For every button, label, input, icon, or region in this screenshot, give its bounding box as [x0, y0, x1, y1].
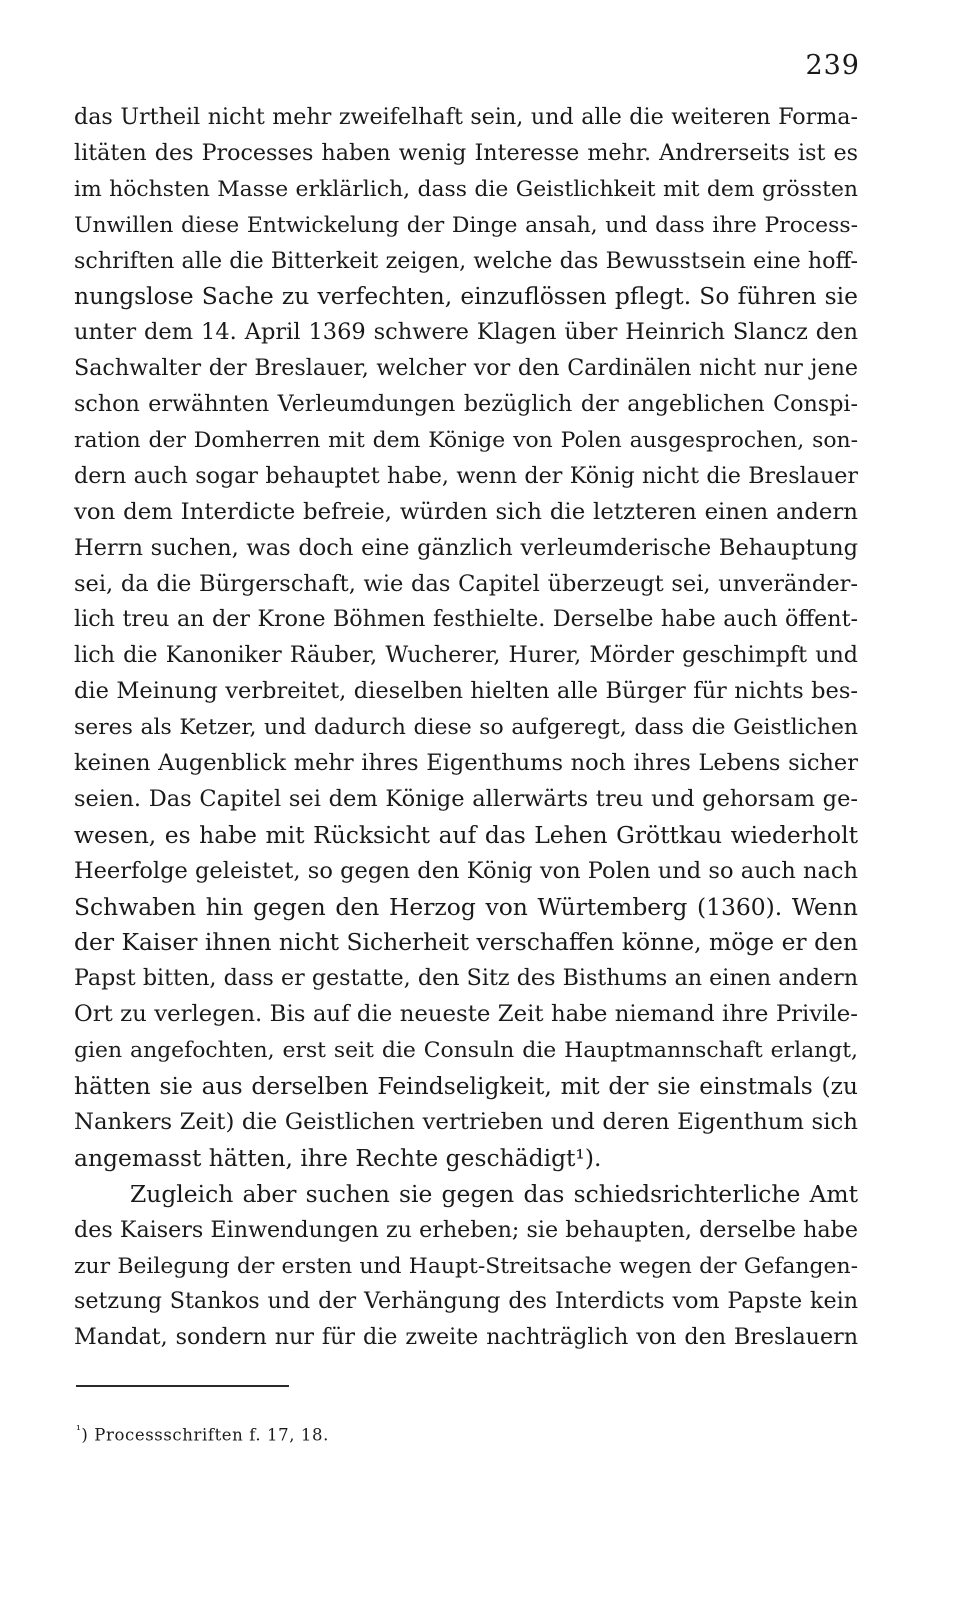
footnote-rule — [76, 1385, 289, 1387]
text-line: im höchsten Masse erklärlich, dass die Geistlichkeit mit dem grössten — [74, 176, 858, 202]
text-line: Herrn suchen, was doch eine gänzlich verleumderische Behauptung — [74, 534, 858, 561]
footnote — [76, 1418, 329, 1448]
text-line: Heerfolge geleistet, so gegen den König von Polen und so auch nach — [74, 857, 858, 884]
text-line: Sachwalter der Breslauer, welcher vor den Cardinälen nicht nur jene — [74, 355, 858, 382]
text-line: Papst bitten, dass er gestatte, den Sitz des Bisthums an einen andern — [74, 965, 858, 992]
paragraph-start-line: Zugleich aber suchen sie gegen das schiedsrichterliche Amt — [130, 1179, 858, 1208]
text-line: nungslose Sache zu verfechten, einzuflössen pflegt. So führen sie — [74, 282, 858, 311]
text-line: dern auch sogar behauptet habe, wenn der König nicht die Breslauer — [74, 462, 858, 489]
text-line: litäten des Processes haben wenig Interesse mehr. Andrerseits ist es — [74, 139, 858, 166]
text-line: seres als Ketzer, und dadurch diese so aufgeregt, dass die Geistlichen — [74, 715, 858, 741]
text-line: sei, da die Bürgerschaft, wie das Capitel überzeugt sei, unveränder- — [74, 570, 858, 597]
text-line: lich treu an der Krone Böhmen festhielte. Derselbe habe auch öffent- — [74, 606, 858, 633]
paragraph-end-line: angemasst hätten, ihre Rechte geschädigt¹). — [74, 1143, 602, 1172]
text-line: unter dem 14. April 1369 schwere Klagen über Heinrich Slancz den — [74, 319, 858, 346]
text-line: das Urtheil nicht mehr zweifelhaft sein, und alle die weiteren Forma- — [74, 104, 858, 130]
text-line: wesen, es habe mit Rücksicht auf das Lehen Gröttkau wiederholt — [74, 820, 858, 849]
footnote-marker: ¹ — [76, 1423, 82, 1437]
page-number: 239 — [805, 50, 860, 81]
text-line: von dem Interdicte befreie, würden sich die letzteren einen andern — [74, 498, 858, 525]
text-line: keinen Augenblick mehr ihres Eigenthums noch ihres Lebens sicher — [74, 750, 858, 777]
text-line: gien angefochten, erst seit die Consuln die Hauptmannschaft erlangt, — [74, 1038, 858, 1064]
text-line: hätten sie aus derselben Feindseligkeit, mit der sie einstmals (zu — [74, 1072, 858, 1101]
text-line: setzung Stankos und der Verhängung des Interdicts vom Papste kein — [74, 1288, 858, 1315]
text-line: Mandat, sondern nur für die zweite nachträglich von den Breslauern — [74, 1324, 858, 1351]
text-line: Unwillen diese Entwickelung der Dinge ansah, und dass ihre Process- — [74, 212, 858, 238]
text-line: der Kaiser ihnen nicht Sicherheit verschaffen könne, möge er den — [74, 928, 858, 957]
text-line: schriften alle die Bitterkeit zeigen, welche das Bewusstsein eine hoff- — [74, 247, 858, 274]
text-line: Ort zu verlegen. Bis auf die neueste Zeit habe niemand ihre Privile- — [74, 1001, 858, 1028]
text-line: des Kaisers Einwendungen zu erheben; sie behaupten, derselbe habe — [74, 1216, 858, 1243]
text-line: zur Beilegung der ersten und Haupt-Streitsache wegen der Gefangen- — [74, 1253, 858, 1279]
text-line: Schwaben hin gegen den Herzog von Würtemberg (1360). Wenn — [74, 892, 858, 921]
text-line: Nankers Zeit) die Geistlichen vertrieben und deren Eigenthum sich — [74, 1108, 858, 1135]
body-text — [74, 100, 858, 1356]
text-line: ration der Domherren mit dem Könige von Polen ausgesprochen, son- — [74, 428, 858, 454]
text-line: die Meinung verbreitet, dieselben hielten alle Bürger für nichts bes- — [74, 678, 858, 705]
text-line: lich die Kanoniker Räuber, Wucherer, Hurer, Mörder geschimpft und — [74, 642, 858, 669]
text-line: seien. Das Capitel sei dem Könige allerwärts treu und gehorsam ge- — [74, 785, 858, 812]
text-line: schon erwähnten Verleumdungen bezüglich der angeblichen Conspi- — [74, 391, 858, 418]
footnote-text: ) Processschriften f. 17, 18. — [81, 1425, 329, 1445]
